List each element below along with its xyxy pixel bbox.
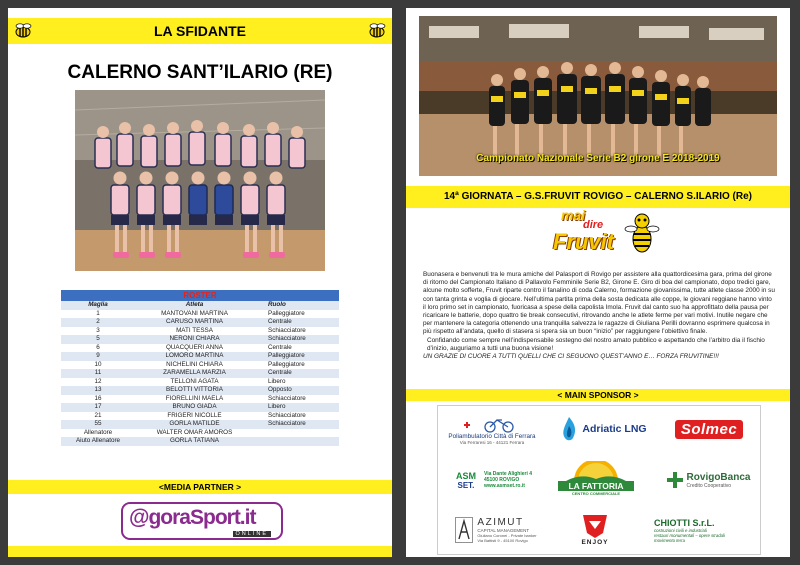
enjoy-name: ENJOY [581, 538, 609, 546]
atleta-cell: CARUSO MARTINA [135, 318, 254, 327]
chiotti-sub: costruzioni civili e industriali restauri monumentali – opere stradali movimento terra [654, 527, 725, 543]
sponsor-rovigobanca[interactable] [660, 462, 756, 498]
main-sponsor-label: < MAIN SPONSOR > [557, 390, 639, 400]
agora-logo[interactable] [121, 502, 283, 540]
sponsor-chiotti[interactable] [654, 510, 756, 550]
empty-cell [254, 429, 339, 438]
maglia-cell: 16 [61, 395, 135, 404]
sponsor-ferrara[interactable] [440, 410, 544, 450]
table-row [61, 335, 339, 344]
atleta-cell: TELLONI AGATA [135, 378, 254, 387]
asm-mark [456, 471, 476, 490]
match-title: 14ª GIORNATA – G.S.FRUVIT ROVIGO – CALERNO S.ILARIO (Re) [444, 191, 752, 202]
rovigobanca-text [687, 472, 751, 489]
ruolo-cell: Libero [254, 403, 339, 412]
article-paragraph: Buonasera e benvenuti tra le mura amiche del Palasport di Rovigo per assistere alla quattordicesima gara, prima del girone di ritorno del Campionato Italiano di Pallavolo Femminile Serie B2, Girone E. Giro di boa del campionato, dopo tredici gare, alcune molto sofferte, Fruvit riparte contro il fanalino di coda Calerno, formazione giovanissima, tutte atlete classe 2000 in su con tanta grinta e voglia di giocare. Nell’ultima partita prima della sosta dedicata alle coppe, le giovani reggiane hanno vinto il loro primo set in campionato, fuoricasa a spese della capolista Imola. Fruvit dal canto suo ha approfittato della pausa per ricaricare le batterie, dopo quattro tie break consecutivi, ritrovando anche le atlete ferme per vari motivi. Inutile negare che per mantenere la categoria ottenendo una tranquilla salvezza le ragazze di Giuliana Perilli dovranno esprimere qualcosa in più rispetto all’andata, quello di stasera si spera sia un buon “inizio” per raggiungere l’obiettivo finale. [423, 271, 775, 336]
rovigobanca-name: RovigoBanca [686, 471, 751, 483]
table-row [61, 378, 339, 387]
ruolo-cell: Centrale [254, 369, 339, 378]
atleta-cell: FIORELLINI MAELA [135, 395, 254, 404]
ruolo-cell: Centrale [254, 344, 339, 353]
asm-details [484, 471, 532, 489]
ruolo-cell: Schiacciatore [254, 327, 339, 336]
atleta-cell: NERONI CHIARA [135, 335, 254, 344]
table-row [61, 318, 339, 327]
asm-address: Via Dante Alighieri 4 45100 ROVIGO [483, 471, 533, 483]
azimut-sub: CAPITAL MANAGEMENT [477, 528, 530, 533]
bee-mascot-icon [624, 209, 660, 255]
ferrara-name: Poliambulatorio Città di Ferrara [448, 433, 536, 440]
roster-grid [61, 301, 339, 446]
col-header-maglia: Maglia [61, 301, 135, 310]
enjoy-emblem-icon [579, 511, 611, 539]
atleta-cell: NICHELINI CHIARA [135, 361, 254, 370]
col-header-atleta: Atleta [135, 301, 254, 310]
article-body [423, 271, 775, 361]
maglia-cell: 12 [61, 378, 135, 387]
celebration-photo [419, 16, 777, 176]
bank-cross-icon [666, 471, 684, 489]
table-row [61, 344, 339, 353]
asm-url: www.asmset.ro.it [483, 483, 525, 489]
azimut-name: AZIMUT [477, 517, 524, 528]
ruolo-cell: Schiacciatore [254, 420, 339, 429]
atleta-cell: LOMORO MARTINA [135, 352, 254, 361]
empty-cell [254, 437, 339, 446]
fattoria-sub: CENTRO COMMERCIALE [571, 490, 621, 496]
table-row [61, 310, 339, 319]
maglia-cell: 3 [61, 327, 135, 336]
sponsor-grid [437, 405, 761, 555]
asm-name: ASM [455, 470, 476, 481]
staff-name-cell: GORLA TATIANA [135, 437, 254, 446]
ruolo-cell: Libero [254, 378, 339, 387]
staff-name-cell: WALTER OMAR AMOROS [135, 429, 254, 438]
table-row [61, 395, 339, 404]
table-row [61, 327, 339, 336]
ruolo-cell: Schiacciatore [254, 412, 339, 421]
maglia-cell: 5 [61, 335, 135, 344]
sponsor-adriatic-lng[interactable] [548, 414, 658, 444]
atleta-cell: ZARAMELLA MARZIA [135, 369, 254, 378]
header-title: LA SFIDANTE [153, 23, 247, 39]
atleta-cell: GORLA MATILDE [135, 420, 254, 429]
ruolo-cell: Schiacciatore [254, 395, 339, 404]
sun-icon [566, 461, 626, 481]
ruolo-cell: Palleggiatore [254, 352, 339, 361]
ruolo-cell: Schiacciatore [254, 335, 339, 344]
adriatic-name: Adriatic LNG [582, 423, 647, 435]
logo-fruvit: Fruvit [553, 229, 615, 254]
maglia-cell: 13 [61, 386, 135, 395]
championship-caption: Campionato Nazionale Serie B2 girone E 2018-2019 [476, 153, 720, 164]
logo-mai: mai [561, 207, 586, 223]
atleta-cell: MATI TESSA [135, 327, 254, 336]
logo-dire: dire [583, 219, 604, 231]
asm-set: SET. [457, 480, 475, 490]
agora-logo-text: @goraSport.it [129, 506, 256, 529]
table-row [61, 369, 339, 378]
team-photo [75, 90, 325, 271]
staff-row [61, 429, 339, 438]
bicycle-icon [462, 415, 522, 433]
ferrara-address: Via Ferraresi 16 - 44121 Ferrara [459, 440, 525, 445]
maglia-cell: 21 [61, 412, 135, 421]
staff-role-cell: Aiuto Allenatore [61, 437, 135, 446]
atleta-cell: QUACQUERI ANNA [135, 344, 254, 353]
fattoria-name: LA FATTORIA [558, 481, 634, 491]
maglia-cell: 2 [61, 318, 135, 327]
closing-line: UN GRAZIE DI CUORE A TUTTI QUELLI CHE CI SEGUONO QUEST’ANNO E… FORZA FRUVITINE!!! [423, 353, 719, 361]
table-row [61, 420, 339, 429]
solmec-name: Solmec [675, 420, 743, 439]
table-row [61, 403, 339, 412]
table-row [61, 386, 339, 395]
ruolo-cell: Opposto [254, 386, 339, 395]
ruolo-cell: Palleggiatore [254, 310, 339, 319]
roster-table [61, 290, 339, 446]
maglia-cell: 9 [61, 352, 135, 361]
azimut-a-icon [455, 517, 473, 543]
maglia-cell: 11 [61, 369, 135, 378]
rovigobanca-sub: Credito Cooperativo [686, 482, 732, 489]
staff-row [61, 437, 339, 446]
ruolo-cell: Centrale [254, 318, 339, 327]
ruolo-cell: Palleggiatore [254, 361, 339, 370]
maglia-cell: 55 [61, 420, 135, 429]
flame-icon [559, 416, 579, 442]
atleta-cell: BELOTTI VITTORIA [135, 386, 254, 395]
left-page [8, 8, 392, 557]
roster-title: ROSTER [61, 290, 339, 301]
atleta-cell: BRUNO GIADA [135, 403, 254, 412]
azimut-address: Giuliano Coronei - Private banker Via Battisti 9 - 45100 Rovigo [477, 533, 537, 543]
article-paragraph-2: Confidando come sempre nell’indispensabile sostegno del nostro amato pubblico e aspettando che l’arbitro dia il fischio d’inizio, auguriamo a tutti una buona visione! [427, 336, 765, 352]
maglia-cell: 6 [61, 344, 135, 353]
table-row [61, 361, 339, 370]
table-row [61, 412, 339, 421]
left-footer-bar [8, 546, 392, 557]
staff-role-cell: Allenatore [61, 429, 135, 438]
sponsor-solmec[interactable] [662, 416, 756, 442]
team-title: CALERNO SANT’ILARIO (RE) [67, 62, 333, 83]
media-partner-label: <MEDIA PARTNER > [158, 482, 242, 492]
table-row [61, 352, 339, 361]
agora-logo-online: ONLINE [233, 531, 271, 537]
atleta-cell: MANTOVANI MARTINA [135, 310, 254, 319]
azimut-text [477, 517, 536, 543]
right-page [406, 8, 790, 557]
col-header-ruolo: Ruolo [254, 301, 339, 310]
sponsor-azimut[interactable] [442, 510, 550, 550]
sponsor-la-fattoria[interactable] [558, 456, 634, 500]
maglia-cell: 10 [61, 361, 135, 370]
maglia-cell: 17 [61, 403, 135, 412]
maglia-cell: 1 [61, 310, 135, 319]
sponsor-asm-set[interactable] [442, 458, 546, 502]
sponsor-enjoy[interactable] [570, 506, 620, 550]
atleta-cell: FRIGERI NICOLLE [135, 412, 254, 421]
roster-header-row [61, 301, 339, 310]
chiotti-name: CHIOTTI S.r.L. [654, 517, 715, 528]
